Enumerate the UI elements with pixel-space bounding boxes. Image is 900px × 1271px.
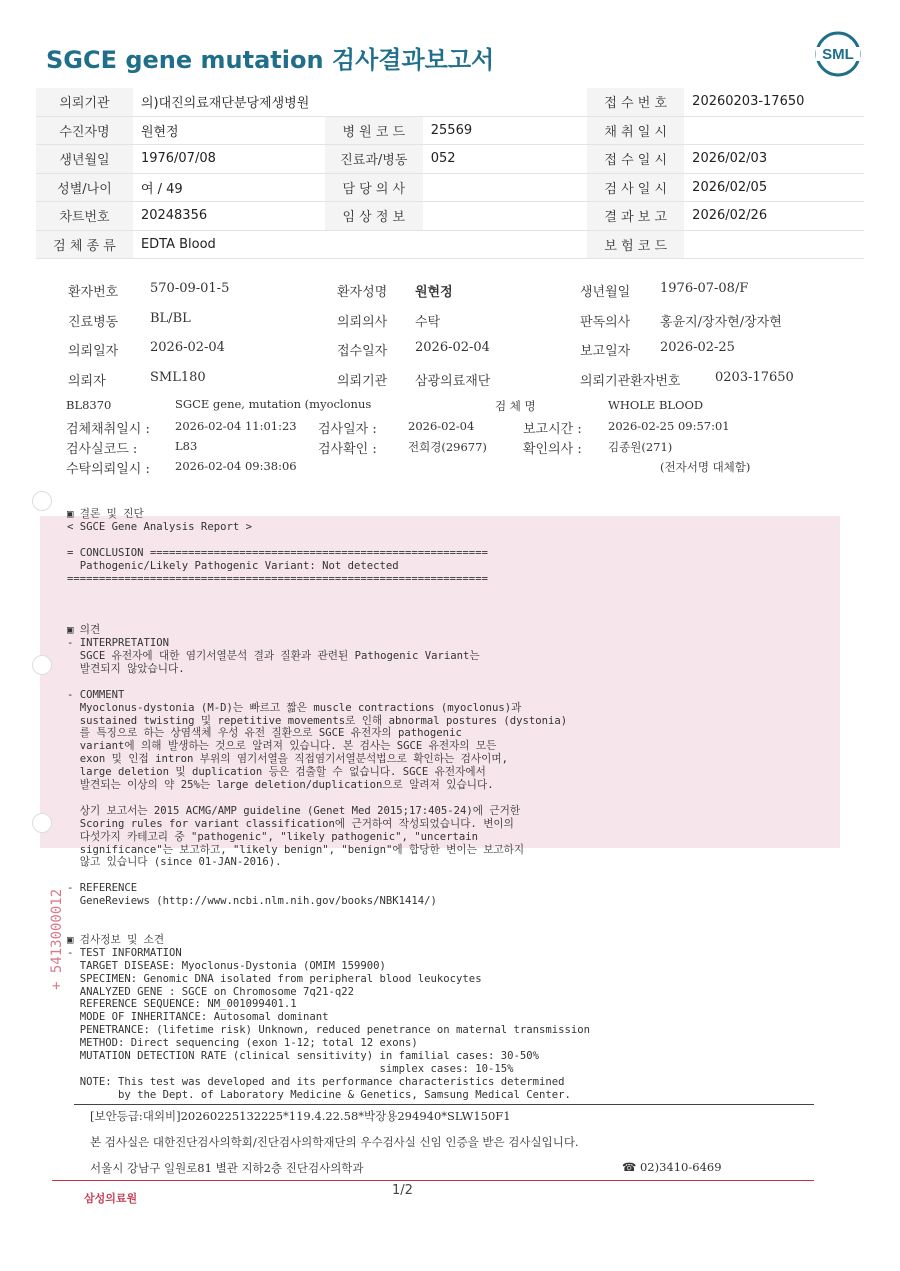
sample-label: 검사실코드 :	[66, 442, 138, 457]
report-line: variant에 의해 발생하는 것으로 알려져 있습니다. 본 검사는 SGCE 유전자의 모든	[67, 740, 497, 753]
sample-label: 검사확인 :	[318, 442, 377, 457]
report-line: 상기 보고서는 2015 ACMG/AMP guideline (Genet Med 2015;17:405-24)에 근거한	[67, 804, 521, 817]
header-row	[36, 116, 864, 145]
sample-label: 검체채취일시 :	[66, 422, 150, 437]
info-value: 삼광의료재단	[415, 373, 491, 389]
report-line: = CONCLUSION =====================================================	[67, 546, 488, 559]
report-line: - INTERPRETATION	[67, 637, 170, 650]
report-line: GeneReviews (http://www.ncbi.nlm.nih.gov/books/NBK1414/)	[67, 895, 437, 908]
report-line: simplex cases: 10-15%	[67, 1062, 514, 1075]
sample-label: 수탁의뢰일시 :	[66, 462, 150, 477]
header-label: 생년월일	[36, 145, 133, 174]
header-label: 보 험 코 드	[587, 230, 684, 259]
header-label: 검 체 종 류	[36, 230, 133, 259]
info-value: SML180	[150, 369, 206, 385]
report-line: 발견되는 이상의 약 25%는 large deletion/duplication으로 알려져 있습니다.	[67, 779, 494, 792]
header-label: 접 수 일 시	[587, 145, 684, 174]
header-value: 052	[423, 145, 587, 174]
info-label: 환자번호	[68, 285, 119, 300]
info-value: 1976-07-08/F	[660, 281, 749, 296]
header-value	[423, 88, 587, 116]
sample-value: L83	[175, 439, 198, 453]
report-line: Scoring rules for variant classification에 근거하여 작성되었습니다. 변이의	[67, 817, 514, 830]
header-label: 성별/나이	[36, 173, 133, 202]
header-value	[423, 202, 587, 231]
header-value: 원현정	[133, 116, 325, 145]
header-label: 담 당 의 사	[325, 173, 423, 202]
header-row	[36, 88, 864, 116]
header-value: 2026/02/03	[684, 145, 864, 174]
report-line: Myoclonus-dystonia (M-D)는 빠르고 짧은 muscle contractions (myoclonus)과	[67, 701, 522, 714]
sample-value: 2026-02-04	[408, 419, 475, 433]
header-row	[36, 173, 864, 202]
header-value: 20260203-17650	[684, 88, 864, 116]
header-value	[423, 230, 587, 259]
header-label: 진료과/병동	[325, 145, 423, 174]
report-body	[67, 508, 590, 1102]
sample-label: 확인의사 :	[523, 442, 582, 457]
sample-code: BL8370	[66, 398, 112, 412]
header-value: 2026/02/05	[684, 173, 864, 202]
footer-red-rule	[52, 1180, 814, 1181]
report-line	[67, 585, 590, 598]
phone: ☎ 02)3410-6469	[622, 1160, 722, 1174]
header-label: 채 취 일 시	[587, 116, 684, 145]
report-line	[67, 869, 590, 882]
sample-label: 보고시간 :	[523, 422, 582, 437]
header-value: EDTA Blood	[133, 230, 325, 259]
certification-line: 본 검사실은 대한진단검사의학회/진단검사의학재단의 우수검사실 신임 인증을 받은 검사실입니다.	[90, 1135, 579, 1149]
report-line: significance"는 보고하고, "likely benign", "benign"에 합당한 변이는 보고하지	[67, 843, 525, 856]
report-line: ▣ 의견	[67, 624, 101, 637]
info-value: BL/BL	[150, 310, 191, 326]
header-label: 임 상 정 보	[325, 202, 423, 231]
report-line: 다섯가지 카테고리 중 "pathogenic", "likely pathogenic", "uncertain	[67, 830, 479, 843]
sample-value: 2026-02-04 09:38:06	[175, 459, 297, 473]
header-value	[684, 230, 864, 259]
report-line: exon 및 인접 intron 부위의 염기서열을 직접염기서열분석법으로 확인하는 검사이며,	[67, 753, 508, 766]
report-line: SGCE 유전자에 대한 염기서열분석 결과 질환과 관련된 Pathogenic Variant는	[67, 649, 480, 662]
info-value: 2026-02-25	[660, 340, 735, 355]
info-label: 보고일자	[580, 344, 631, 359]
info-label: 의뢰기관환자번호	[580, 373, 681, 389]
report-line: MUTATION DETECTION RATE (clinical sensitivity) in familial cases: 30-50%	[67, 1050, 539, 1063]
report-line	[67, 611, 590, 624]
report-line: - COMMENT	[67, 688, 125, 701]
report-line: METHOD: Direct sequencing (exon 1-12; total 12 exons)	[67, 1037, 418, 1050]
info-value: 홍윤지/장자현/장자현	[660, 314, 782, 330]
specimen-value: WHOLE BLOOD	[608, 398, 704, 412]
signature-note: (전자서명 대체함)	[660, 460, 751, 474]
report-line: 발견되지 않았습니다.	[67, 662, 185, 675]
punch-hole	[32, 491, 52, 511]
report-line: < SGCE Gene Analysis Report >	[67, 520, 252, 533]
header-value: 의)대진의료재단분당제생병원	[133, 88, 325, 116]
info-value: 2026-02-04	[150, 340, 225, 355]
report-line: sustained twisting 및 repetitive movements로 인해 abnormal postures (dystonia)	[67, 714, 568, 727]
info-label: 진료병동	[68, 314, 119, 330]
header-value: 1976/07/08	[133, 145, 325, 174]
footer-hospital-name: 삼성의료원	[84, 1192, 138, 1205]
footer-rule	[74, 1104, 814, 1105]
punch-hole	[32, 813, 52, 833]
report-line	[67, 921, 590, 934]
report-line: SPECIMEN: Genomic DNA isolated from peripheral blood leukocytes	[67, 972, 482, 985]
report-line	[67, 598, 590, 611]
header-value: 여 / 49	[133, 173, 325, 202]
header-value	[423, 173, 587, 202]
specimen-label: 검 체 명	[495, 399, 536, 413]
svg-text:SML: SML	[822, 46, 854, 63]
report-line: REFERENCE SEQUENCE: NM_001099401.1	[67, 998, 297, 1011]
report-line	[67, 792, 590, 805]
info-label: 접수일자	[337, 344, 388, 359]
header-value: 2026/02/26	[684, 202, 864, 231]
header-row	[36, 230, 864, 259]
page-number: 1/2	[392, 1183, 413, 1198]
sample-value: 2026-02-04 11:01:23	[175, 419, 297, 433]
info-value: 0203-17650	[715, 369, 794, 385]
address: 서울시 강남구 일원로81 별관 지하2층 진단검사의학과	[90, 1161, 364, 1175]
report-line: TARGET DISEASE: Myoclonus-Dystonia (OMIM 159900)	[67, 959, 386, 972]
header-row	[36, 145, 864, 174]
report-line: ▣ 결론 및 진단	[67, 508, 144, 520]
report-line: - REFERENCE	[67, 882, 138, 895]
info-label: 환자성명	[337, 285, 388, 300]
header-label: 수진자명	[36, 116, 133, 145]
info-value: 2026-02-04	[415, 340, 490, 355]
page-title: SGCE gene mutation 검사결과보고서	[46, 46, 495, 74]
sample-value: 김종원(271)	[608, 440, 673, 454]
info-label: 의뢰일자	[68, 344, 119, 359]
report-line: by the Dept. of Laboratory Medicine & Genetics, Samsung Medical Center.	[67, 1088, 571, 1101]
info-label: 의뢰자	[68, 373, 106, 389]
sample-value: 2026-02-25 09:57:01	[608, 419, 730, 433]
report-line: large deletion 및 duplication 등은 검출할 수 없습니다. SGCE 유전자에서	[67, 766, 486, 779]
header-value	[684, 116, 864, 145]
info-label: 의뢰의사	[337, 314, 388, 330]
report-line: Pathogenic/Likely Pathogenic Variant: Not detected	[67, 559, 399, 572]
security-line: [보안등급:대외비]20260225132225*119.4.22.58*박장용294940*SLW150F1	[90, 1109, 511, 1123]
report-line: - TEST INFORMATION	[67, 946, 182, 959]
report-line: NOTE: This test was developed and its performance characteristics determined	[67, 1075, 565, 1088]
header-value: 25569	[423, 116, 587, 145]
header-label: 결 과 보 고	[587, 202, 684, 231]
report-line	[67, 676, 590, 689]
info-value: 원현정	[415, 285, 453, 300]
info-label: 의뢰기관	[337, 373, 388, 389]
vertical-serial-number: + 5413000012	[49, 888, 65, 990]
header-label: 의뢰기관	[36, 88, 133, 116]
report-line: ANALYZED GENE : SGCE on Chromosome 7q21-q22	[67, 985, 355, 998]
sml-logo	[814, 30, 862, 78]
info-label: 생년월일	[580, 285, 631, 300]
report-line: ==================================================================	[67, 572, 488, 585]
report-line: 않고 있습니다 (since 01-JAN-2016).	[67, 856, 282, 869]
report-line: MODE OF INHERITANCE: Autosomal dominant	[67, 1011, 329, 1024]
report-line: ▣ 검사정보 및 소견	[67, 933, 165, 946]
header-label: 차트번호	[36, 202, 133, 231]
header-label: 검 사 일 시	[587, 173, 684, 202]
test-name: SGCE gene, mutation (myoclonus	[175, 397, 372, 411]
info-value: 570-09-01-5	[150, 281, 230, 296]
header-value: 20248356	[133, 202, 325, 231]
report-line: PENETRANCE: (lifetime risk) Unknown, reduced penetrance on maternal transmission	[67, 1024, 590, 1037]
info-value: 수탁	[415, 314, 441, 330]
header-label: 접 수 번 호	[587, 88, 684, 116]
report-line	[67, 908, 590, 921]
header-table	[36, 88, 864, 259]
header-label	[325, 230, 423, 259]
info-label: 판독의사	[580, 314, 631, 330]
header-label: 병 원 코 드	[325, 116, 423, 145]
sample-value: 전희경(29677)	[408, 440, 487, 454]
report-line	[67, 534, 590, 547]
report-line: 를 특징으로 하는 상염색체 우성 유전 질환으로 SGCE 유전자의 pathogenic	[67, 727, 462, 740]
sample-label: 검사일자 :	[318, 422, 377, 437]
header-label	[325, 88, 423, 116]
header-row	[36, 202, 864, 231]
punch-hole	[32, 655, 52, 675]
